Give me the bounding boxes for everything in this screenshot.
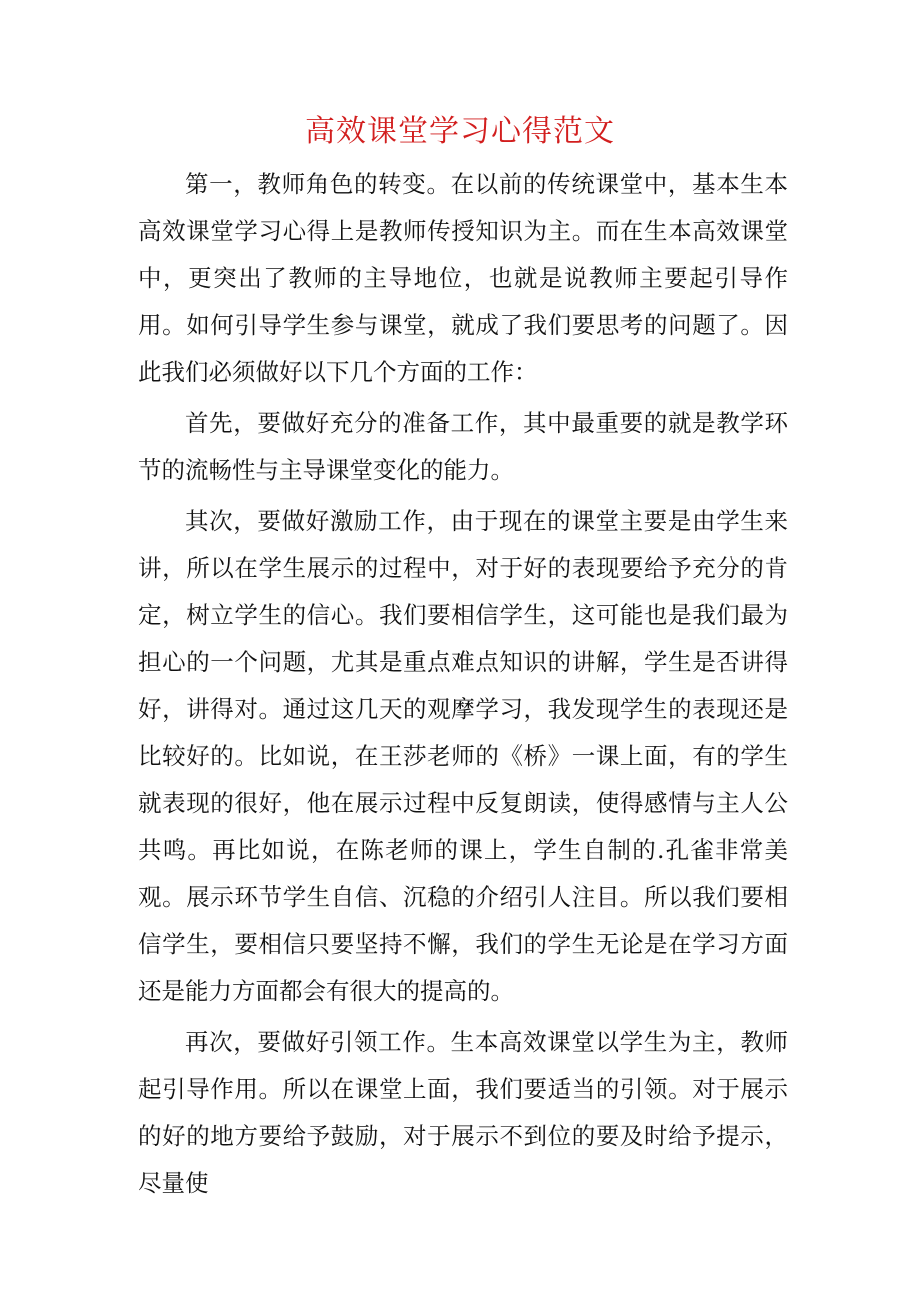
- paragraph-4: 再次，要做好引领工作。生本高效课堂以学生为主，教师起引导作用。所以在课堂上面，我们要适当的引领。对于展示的好的地方要给予鼓励，对于展示不到位的要及时给予提示，尽量使: [138, 1028, 788, 1197]
- paragraph-2: 首先，要做好充分的准备工作，其中最重要的就是教学环节的流畅性与主导课堂变化的能力。: [138, 409, 788, 484]
- document-body: [138, 161, 788, 1207]
- paragraph-3: 其次，要做好激励工作，由于现在的课堂主要是由学生来讲，所以在学生展示的过程中，对于好的表现要给予充分的肯定，树立学生的信心。我们要相信学生，这可能也是我们最为担心的一个问题，尤其是重点难点知识的讲解，学生是否讲得好，讲得对。通过这几天的观摩学习，我发现学生的表现还是比较好的。比如说，在王莎老师的《桥》一课上面，有的学生就表现的很好，他在展示过程中反复朗读，使得感情与主人公共鸣。再比如说，在陈老师的课上，学生自制的.孔雀非常美观。展示环节学生自信、沉稳的介绍引人注目。所以我们要相信学生，要相信只要坚持不懈，我们的学生无论是在学习方面还是能力方面都会有很大的提高的。: [138, 507, 788, 1005]
- document-title: 高效课堂学习心得范文: [305, 114, 615, 149]
- paragraph-1: 第一，教师角色的转变。在以前的传统课堂中，基本生本高效课堂学习心得上是教师传授知识为主。而在生本高效课堂中，更突出了教师的主导地位，也就是说教师主要起引导作用。如何引导学生参与课堂，就成了我们要思考的问题了。因此我们必须做好以下几个方面的工作：: [138, 170, 788, 386]
